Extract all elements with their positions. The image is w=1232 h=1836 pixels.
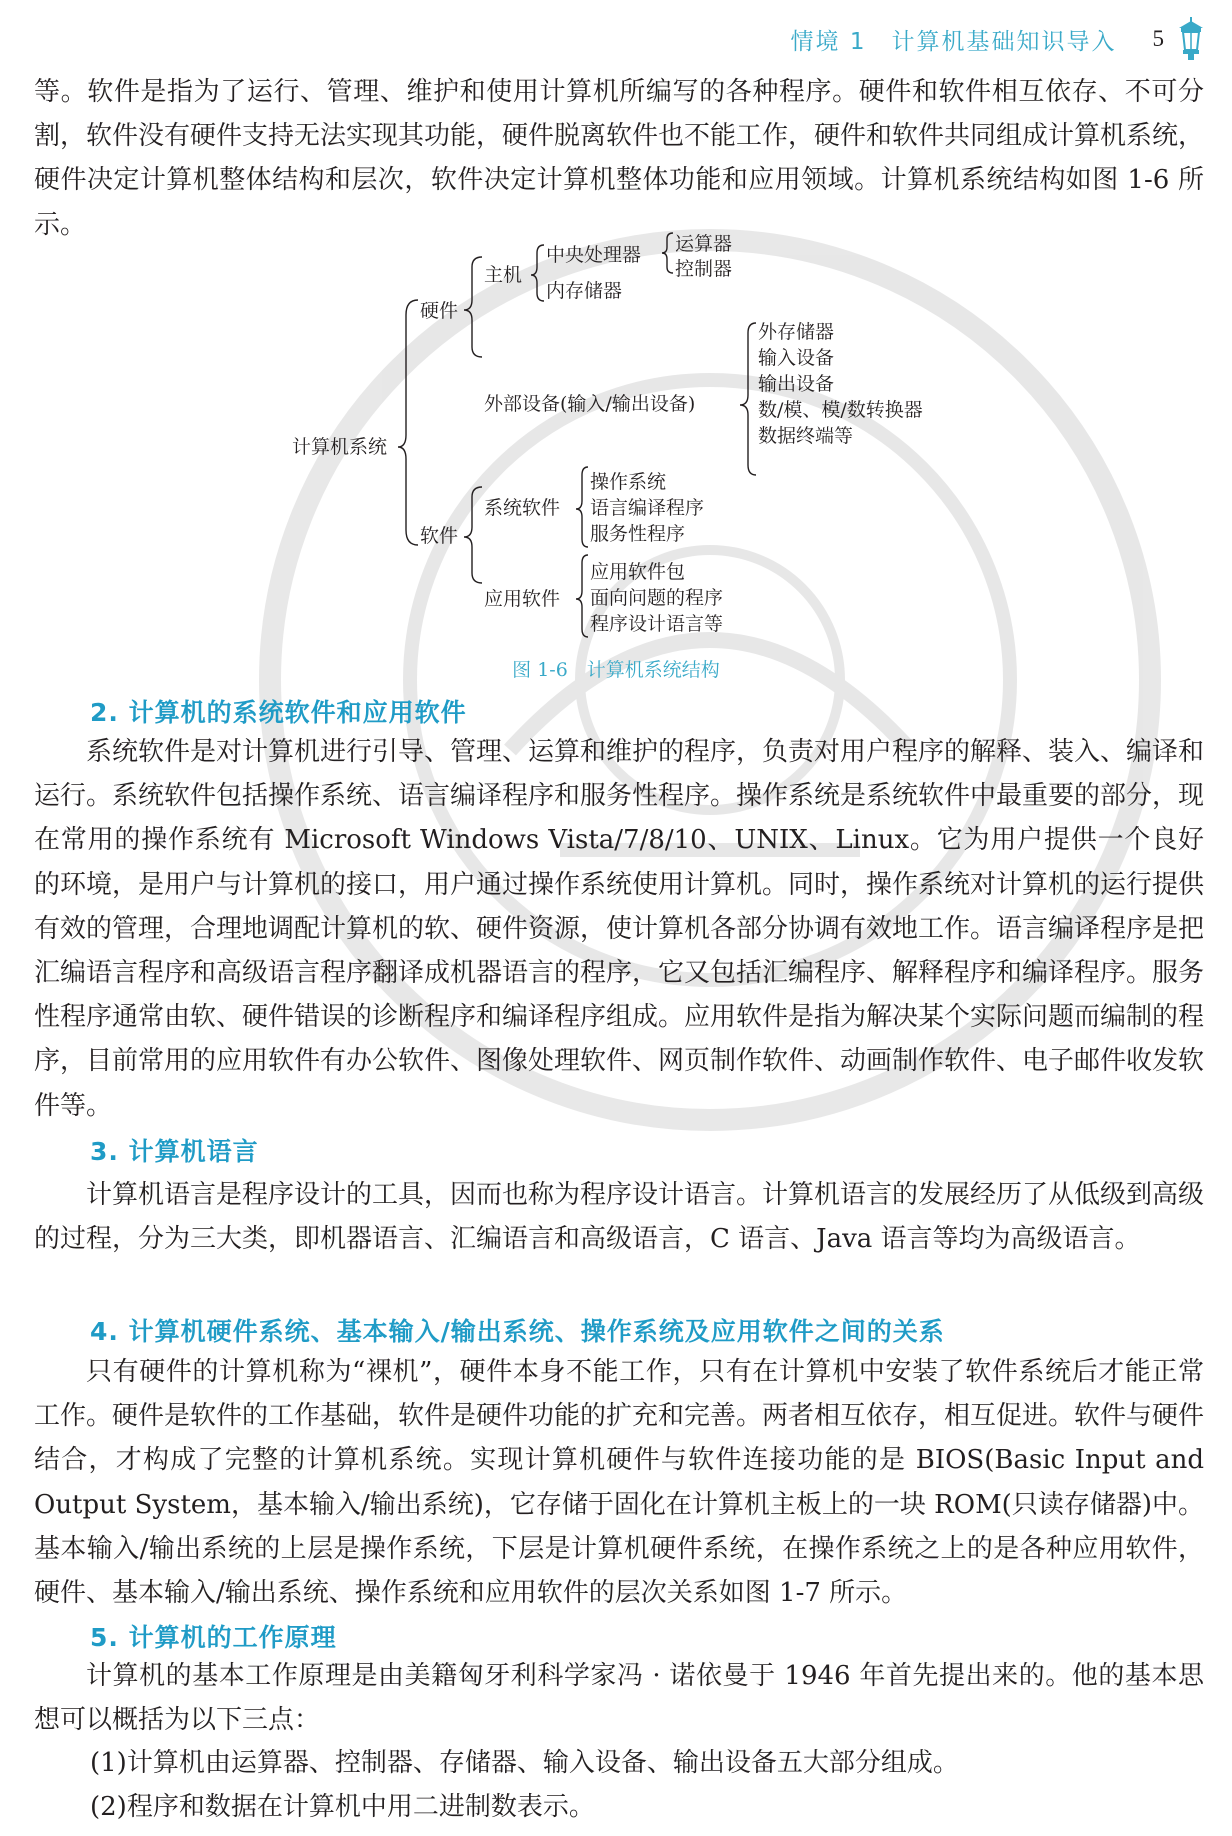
peripheral-item-4: 数据终端等	[758, 425, 854, 447]
node-software: 软件	[420, 525, 459, 547]
node-hardware: 硬件	[420, 300, 459, 322]
section-heading-3: 3. 计算机语言	[90, 1137, 259, 1166]
figure-caption: 图 1-6 计算机系统结构	[512, 659, 720, 681]
brace-software	[464, 487, 482, 583]
brace-peripherals	[740, 323, 756, 475]
node-computer-system: 计算机系统	[292, 436, 388, 458]
brace-app-software	[576, 555, 588, 637]
node-alu: 运算器	[675, 233, 733, 255]
section-3-paragraph: 计算机语言是程序设计的工具，因而也称为程序设计语言。计算机语言的发展经历了从低级到高级的过程，分为三大类，即机器语言、汇编语言和高级语言，C 语言、Java 语言等均为高级语言。	[34, 1180, 1205, 1255]
section-heading-5: 5. 计算机的工作原理	[90, 1623, 337, 1652]
node-cpu: 中央处理器	[546, 244, 642, 266]
section-4-paragraph: 只有硬件的计算机称为“裸机”，硬件本身不能工作，只有在计算机中安装了软件系统后才能正常工作。硬件是软件的工作基础，软件是硬件功能的扩充和完善。两者相互依存，相互促进。软件与硬件结合，才构成了完整的计算机系统。实现计算机硬件与软件连接功能的是 BIOS(Basic Input and Output System，基本输入/输出系统)，它存储于固化在计算机主板上的一块 ROM(只读存储器)中。基本输入/输出系统的上层是操作系统，下层是计算机硬件系统，在操作系统之上的是各种应用软件，硬件、基本输入/输出系统、操作系统和应用软件的层次关系如图 1-7 所示。	[34, 1357, 1205, 1609]
system-item-2: 服务性程序	[590, 523, 686, 545]
list-item-1: (1)计算机由运算器、控制器、存储器、输入设备、输出设备五大部分组成。	[90, 1748, 959, 1778]
node-peripherals: 外部设备(输入/输出设备)	[484, 393, 696, 415]
peripheral-item-2: 输出设备	[758, 373, 835, 395]
brace-system-software	[576, 467, 588, 547]
peripheral-item-1: 输入设备	[758, 347, 835, 369]
brace-root	[398, 300, 418, 545]
node-memory: 内存储器	[546, 280, 623, 302]
intro-paragraph: 等。软件是指为了运行、管理、维护和使用计算机所编写的各种程序。硬件和软件相互依存、不可分割，软件没有硬件支持无法实现其功能，硬件脱离软件也不能工作，硬件和软件共同组成计算机系统，硬件决定计算机整体结构和层次，软件决定计算机整体功能和应用领域。计算机系统结构如图 1-6 所示。	[34, 77, 1205, 240]
page-header	[791, 14, 1208, 64]
peripheral-item-3: 数/模、模/数转换器	[758, 399, 923, 421]
app-item-1: 面向问题的程序	[590, 587, 724, 609]
app-item-2: 程序设计语言等	[590, 613, 724, 635]
section-heading-2: 2. 计算机的系统软件和应用软件	[90, 698, 467, 727]
peripheral-item-0: 外存储器	[758, 321, 835, 343]
section-5-paragraph: 计算机的基本工作原理是由美籍匈牙利科学家冯 · 诺依曼于 1946 年首先提出来的。他的基本思想可以概括为以下三点：	[34, 1661, 1204, 1736]
section-2-paragraph: 系统软件是对计算机进行引导、管理、运算和维护的程序，负责对用户程序的解释、装入、编译和运行。系统软件包括操作系统、语言编译程序和服务性程序。操作系统是系统软件中最重要的部分，现在常用的操作系统有 Microsoft Windows Vista/7/8/10、UNIX、Linux。它为用户提供一个良好的环境，是用户与计算机的接口，用户通过操作系统使用计算机。同时，操作系统对计算机的运行提供有效的管理，合理地调配计算机的软、硬件资源，使计算机各部分协调有效地工作。语言编译程序是把汇编语言程序和高级语言程序翻译成机器语言的程序，它又包括汇编程序、解释程序和编译程序。服务性程序通常由软、硬件错误的诊断程序和编译程序组成。应用软件是指为解决某个实际问题而编制的程序，目前常用的应用软件有办公软件、图像处理软件、网页制作软件、动画制作软件、电子邮件收发软件等。	[34, 737, 1205, 1121]
computer-system-structure-diagram	[0, 233, 1232, 695]
app-item-0: 应用软件包	[590, 561, 686, 583]
brace-host	[531, 245, 544, 301]
list-item-2: (2)程序和数据在计算机中用二进制数表示。	[90, 1792, 595, 1822]
lamp-icon	[1174, 16, 1208, 62]
page-number: 5	[1152, 26, 1164, 51]
system-item-0: 操作系统	[590, 471, 667, 493]
node-host: 主机	[484, 264, 523, 286]
node-app-software: 应用软件	[484, 588, 561, 610]
node-controller: 控制器	[675, 258, 733, 280]
section-heading-4: 4. 计算机硬件系统、基本输入/输出系统、操作系统及应用软件之间的关系	[90, 1317, 945, 1346]
chapter-title: 情境 1 计算机基础知识导入	[790, 28, 1117, 55]
brace-hardware	[464, 257, 482, 357]
system-item-1: 语言编译程序	[590, 497, 705, 519]
node-system-software: 系统软件	[484, 497, 561, 519]
